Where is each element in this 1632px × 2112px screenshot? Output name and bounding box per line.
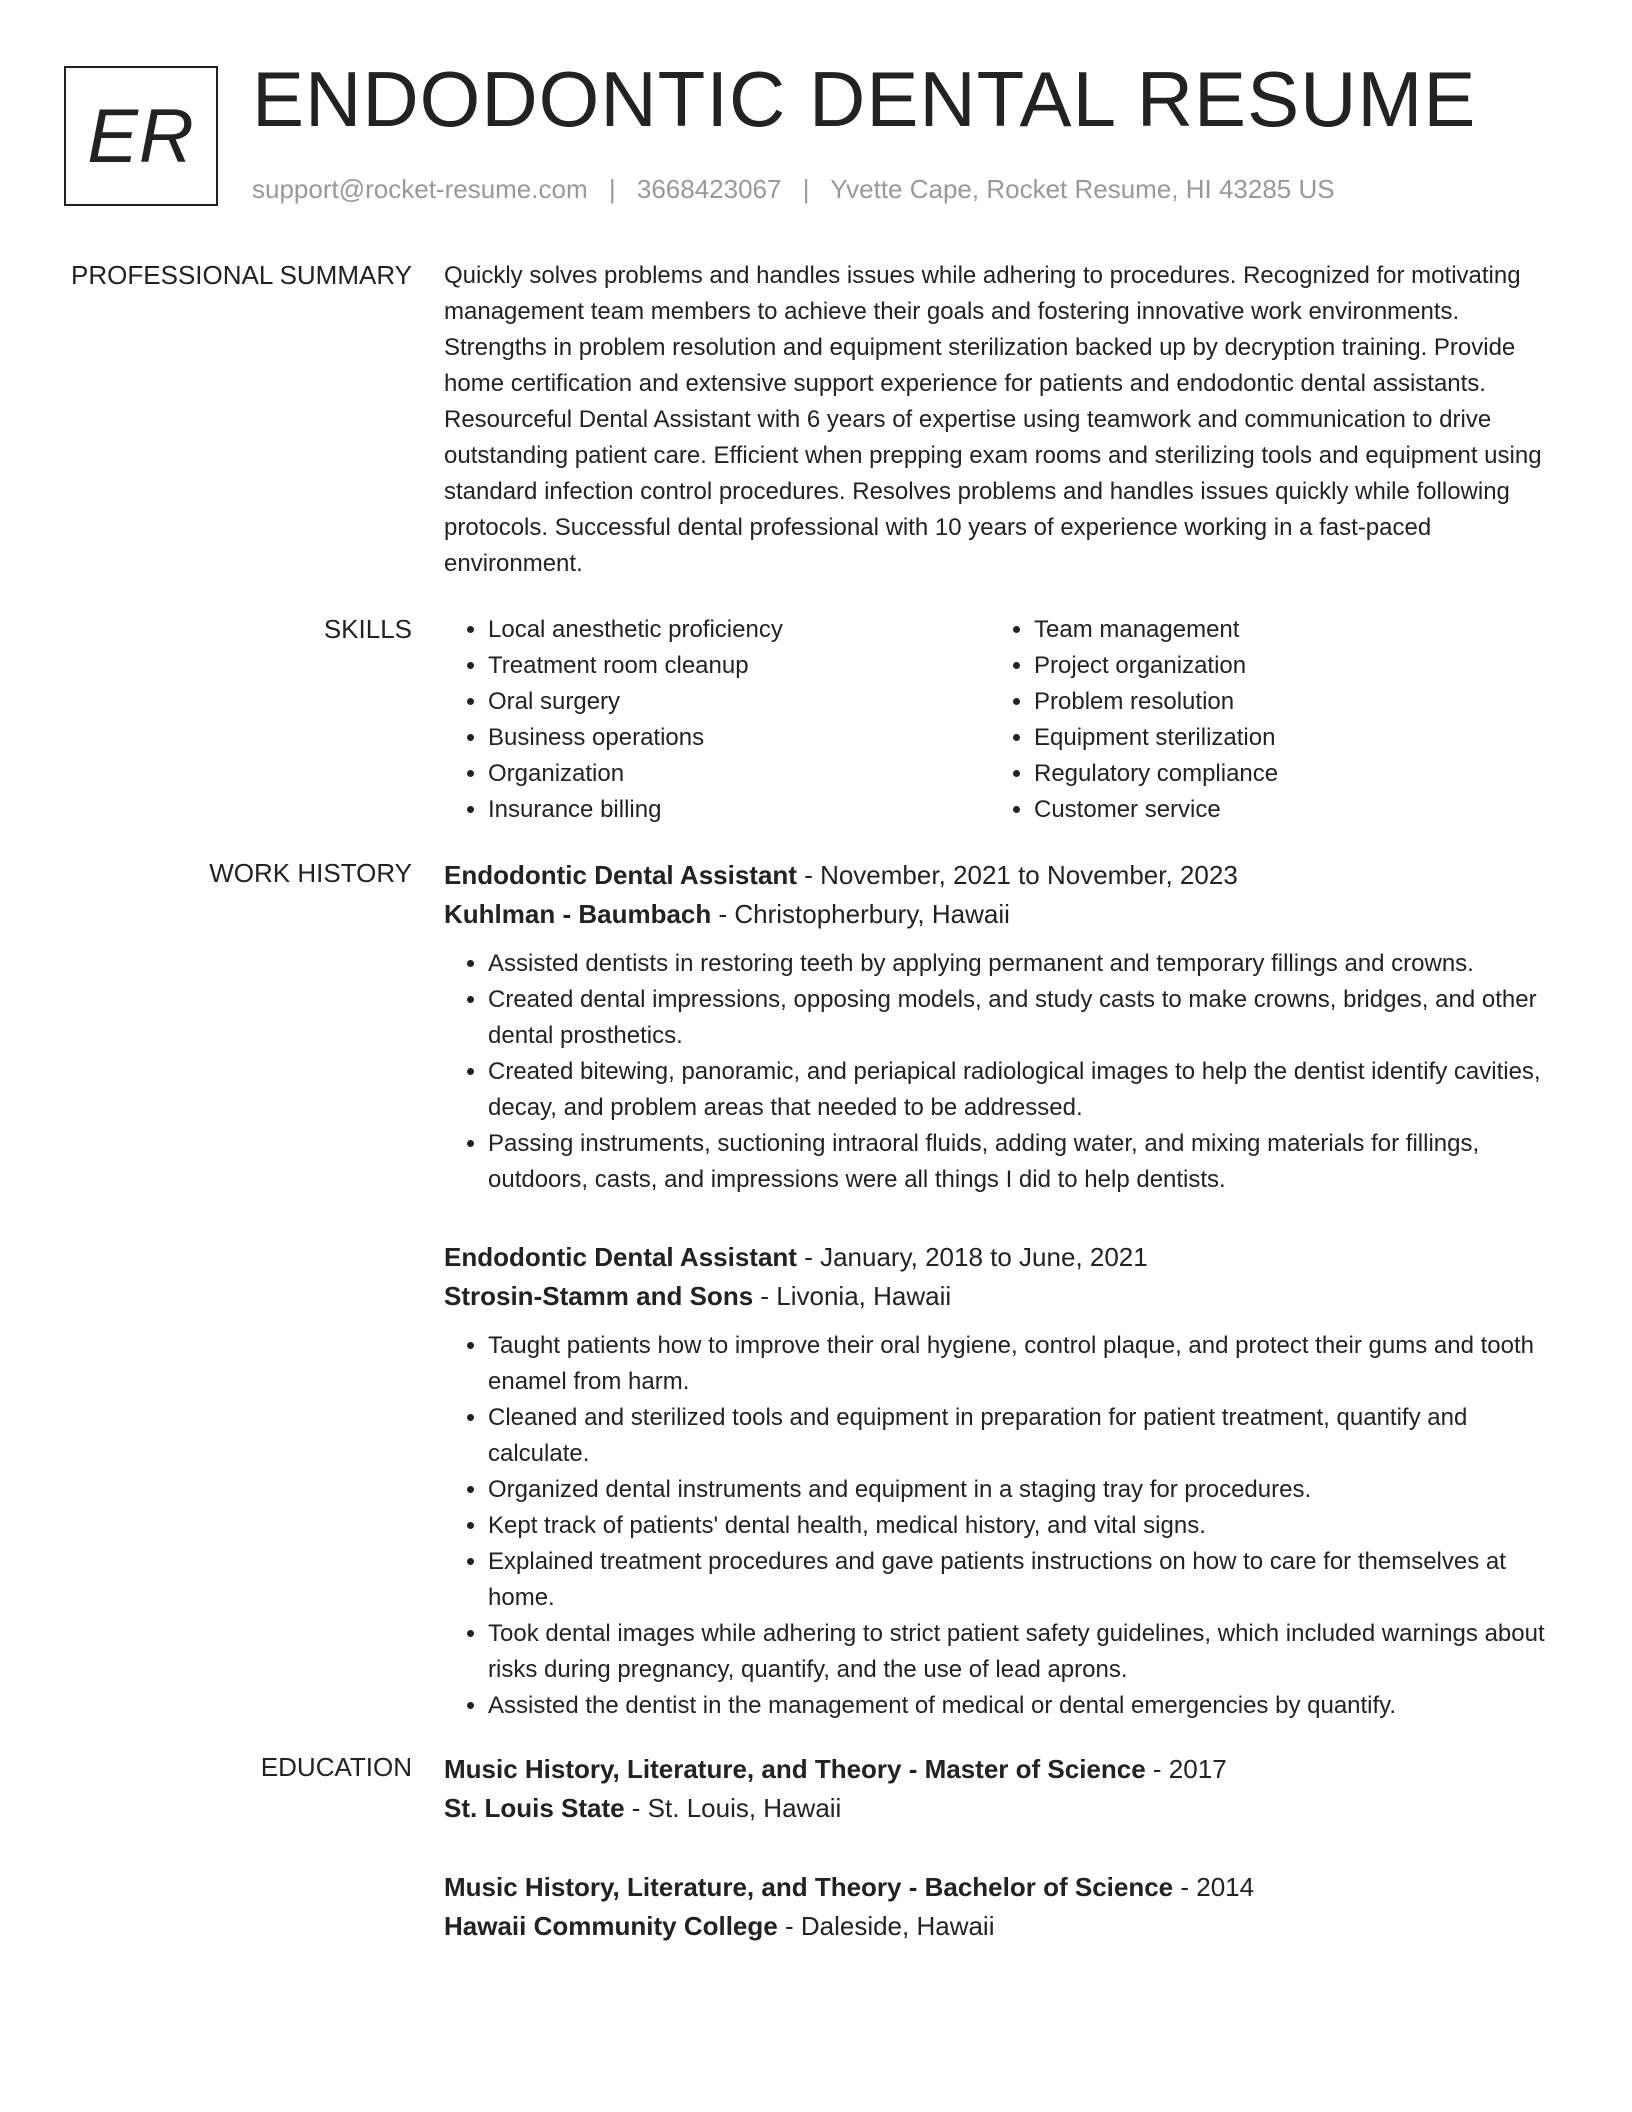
job-duty: • Passing instruments, suctioning intraoral fluids, adding water, and mixing materials for fillings, outdoors, casts, and impressions were all things I did to help dentists. [488, 1126, 1559, 1198]
skill-item: • Treatment room cleanup [488, 648, 990, 684]
contact-phone[interactable]: 3668423067 [636, 174, 782, 204]
contact-email[interactable]: support@rocket-resume.com [252, 174, 588, 204]
degree-line [444, 1868, 1559, 1907]
job-duties-list [444, 1328, 1559, 1724]
job-location: - Livonia, Hawaii [753, 1281, 952, 1311]
work-history-body [444, 856, 1559, 1724]
job-duty: • Assisted dentists in restoring teeth by applying permanent and temporary fillings and crowns. [488, 946, 1559, 982]
skills-list-left [444, 612, 990, 828]
job-duty: • Cleaned and sterilized tools and equipment in preparation for patient treatment, quantify and calculate. [488, 1400, 1559, 1472]
skills-column-right [990, 612, 1536, 828]
education-body [444, 1750, 1559, 1946]
job-title: Endodontic Dental Assistant [444, 1242, 797, 1272]
skills-list-right [990, 612, 1536, 828]
skill-item: • Team management [1034, 612, 1536, 648]
skill-item: • Business operations [488, 720, 990, 756]
contact-line [252, 174, 1335, 205]
work-history-heading: WORK HISTORY [209, 858, 412, 888]
school-name: Hawaii Community College [444, 1911, 778, 1941]
job-title: Endodontic Dental Assistant [444, 860, 797, 890]
summary-text: Quickly solves problems and handles issues while adhering to procedures. Recognized for motivating management team members to achieve their goals and fostering innovative work environments. Strengths in problem resolution and equipment sterilization backed up by decryption training. Provide home certification and extensive support experience for patients and endodontic dental assistants. Resourceful Dental Assistant with 6 years of expertise using teamwork and communication to drive outstanding patient care. Efficient when prepping exam rooms and sterilizing tools and equipment using standard infection control procedures. Resolves problems and handles issues quickly while following protocols. Successful dental professional with 10 years of experience working in a fast-paced environment. [444, 262, 1542, 577]
school-location: - Daleside, Hawaii [777, 1911, 995, 1941]
job-duty: • Explained treatment procedures and gave patients instructions on how to care for themselves at home. [488, 1544, 1559, 1616]
school-location: - St. Louis, Hawaii [624, 1793, 842, 1823]
skills-body [444, 612, 1559, 828]
job-duty: • Created dental impressions, opposing models, and study casts to make crowns, bridges, and other dental prosthetics. [488, 982, 1559, 1054]
degree-year: - 2017 [1145, 1754, 1227, 1784]
school-name: St. Louis State [444, 1793, 625, 1823]
job-duty: • Took dental images while adhering to strict patient safety guidelines, which included warnings about risks during pregnancy, quantify, and the use of lead aprons. [488, 1616, 1559, 1688]
skill-item: • Regulatory compliance [1034, 756, 1536, 792]
job-dates: - November, 2021 to November, 2023 [796, 860, 1238, 890]
job-duty: • Organized dental instruments and equipment in a staging tray for procedures. [488, 1472, 1559, 1508]
skills-columns [444, 612, 1559, 828]
job-company-line [444, 895, 1559, 934]
contact-separator: | [802, 174, 810, 204]
skill-item: • Problem resolution [1034, 684, 1536, 720]
contact-address: Yvette Cape, Rocket Resume, HI 43285 US [830, 174, 1335, 204]
degree-name: Music History, Literature, and Theory - Bachelor of Science [444, 1872, 1174, 1902]
summary-heading: PROFESSIONAL SUMMARY [71, 260, 412, 290]
job-duty: • Kept track of patients' dental health, medical history, and vital signs. [488, 1508, 1559, 1544]
job-duty: • Assisted the dentist in the management of medical or dental emergencies by quantify. [488, 1688, 1559, 1724]
job-duty: • Taught patients how to improve their oral hygiene, control plaque, and protect their gums and tooth enamel from harm. [488, 1328, 1559, 1400]
job-company-line [444, 1277, 1559, 1316]
job-duty: • Created bitewing, panoramic, and periapical radiological images to help the dentist identify cavities, decay, and problem areas that needed to be addressed. [488, 1054, 1559, 1126]
skill-item: • Local anesthetic proficiency [488, 612, 990, 648]
resume-title: ENDODONTIC DENTAL RESUME [252, 55, 1477, 143]
skill-item: • Insurance billing [488, 792, 990, 828]
job-duties-list [444, 946, 1559, 1198]
monogram-badge [64, 66, 218, 206]
job-entry [444, 1238, 1559, 1724]
degree-line [444, 1750, 1559, 1789]
skill-item: • Organization [488, 756, 990, 792]
job-title-line [444, 856, 1559, 895]
school-line [444, 1789, 1559, 1828]
skill-item: • Oral surgery [488, 684, 990, 720]
education-heading: EDUCATION [260, 1752, 412, 1782]
education-entry [444, 1868, 1559, 1946]
skills-column-left [444, 612, 990, 828]
skills-heading: SKILLS [323, 614, 412, 644]
monogram-text: ER [87, 93, 195, 179]
job-company: Strosin-Stamm and Sons [444, 1281, 754, 1311]
skill-item: • Customer service [1034, 792, 1536, 828]
education-entry [444, 1750, 1559, 1828]
job-company: Kuhlman - Baumbach [444, 899, 712, 929]
degree-name: Music History, Literature, and Theory - Master of Science [444, 1754, 1146, 1784]
school-line [444, 1907, 1559, 1946]
skill-item: • Equipment sterilization [1034, 720, 1536, 756]
degree-year: - 2014 [1173, 1872, 1255, 1902]
skill-item: • Project organization [1034, 648, 1536, 684]
job-title-line [444, 1238, 1559, 1277]
job-dates: - January, 2018 to June, 2021 [796, 1242, 1148, 1272]
contact-separator: | [608, 174, 616, 204]
job-location: - Christopherbury, Hawaii [711, 899, 1010, 929]
job-entry [444, 856, 1559, 1198]
